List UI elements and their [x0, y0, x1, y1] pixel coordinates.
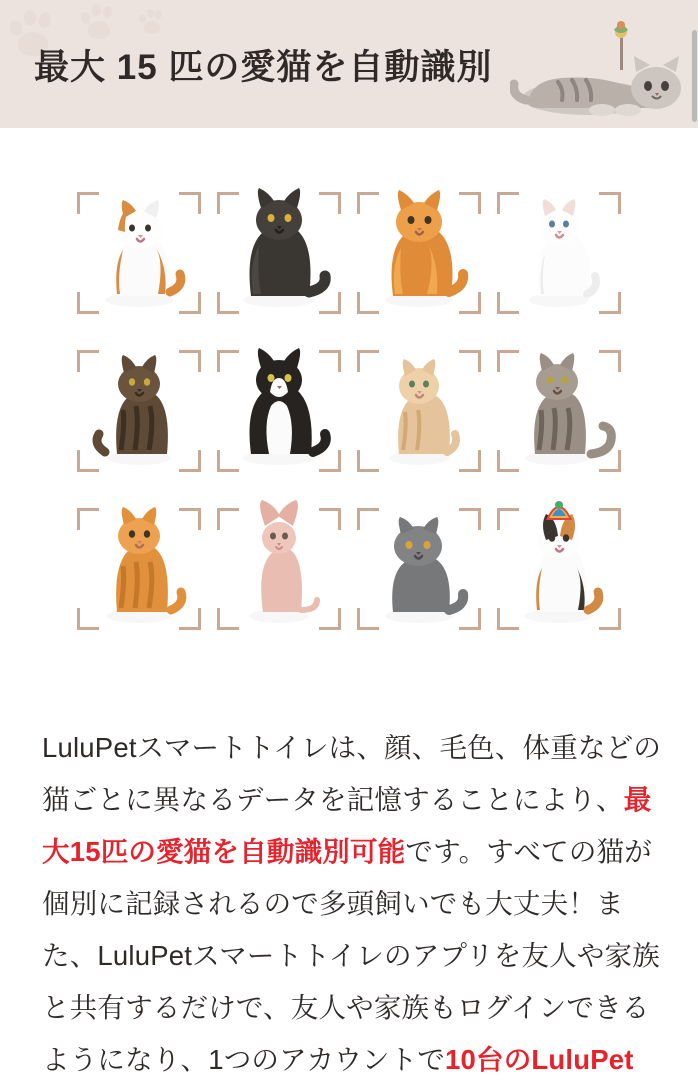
grey-tabby-cat	[501, 342, 617, 466]
paw-print-icon	[138, 6, 168, 34]
white-cat	[507, 186, 611, 308]
description-part-1: LuluPetスマートトイレは、顔、毛色、体重などの猫ごとに異なるデータを記憶することにより、	[42, 732, 662, 815]
brown-tabby-cat	[85, 344, 193, 466]
black-and-white-tuxedo-cat	[223, 340, 335, 466]
british-shorthair-grey-cat	[363, 506, 475, 624]
description-part-2: です。すべての猫が個別に記録されるので多頭飼いでも大丈夫！また、LuluPetスマートトイレのアプリを友人や家族と共有するだけで、友人や家族もログインできるようになり、1つのアカウントで	[42, 836, 660, 1075]
ginger-tabby-cat	[85, 496, 193, 624]
cat-grid-cell	[69, 332, 209, 490]
orange-maine-coon-cat	[363, 182, 475, 308]
orange-and-white-cat	[84, 188, 194, 308]
dark-longhair-cat	[223, 180, 335, 308]
cat-grid-cell	[69, 174, 209, 332]
description-paragraph	[42, 722, 664, 1080]
cat-grid-cell	[349, 332, 489, 490]
description-highlight-1: 最大15匹の愛猫を自動識別可能	[42, 784, 652, 867]
cat-grid-cell	[489, 332, 629, 490]
cat-detection-grid	[69, 174, 629, 648]
sphynx-cat	[227, 494, 331, 624]
header-banner	[0, 0, 698, 128]
cat-grid-cell	[209, 490, 349, 648]
page-title: 最大 15 匹の愛猫を自動識別	[34, 48, 493, 87]
scrollbar-thumb[interactable]	[692, 30, 697, 122]
page-scrollbar[interactable]	[691, 0, 698, 1080]
calico-cat-with-hat	[504, 496, 614, 624]
cream-tabby-cat	[367, 346, 471, 466]
cat-grid-cell	[489, 490, 629, 648]
cat-grid-cell	[489, 174, 629, 332]
description-highlight-2: 10台のLuluPet	[445, 1044, 634, 1075]
cat-grid-cell	[69, 490, 209, 648]
cat-grid-cell	[349, 174, 489, 332]
cat-grid-cell	[349, 490, 489, 648]
cat-grid-cell	[209, 174, 349, 332]
party-hat-icon	[546, 501, 572, 520]
cat-grid-cell	[209, 332, 349, 490]
lying-cat-illustration	[510, 18, 690, 122]
paw-print-icon	[80, 0, 122, 40]
